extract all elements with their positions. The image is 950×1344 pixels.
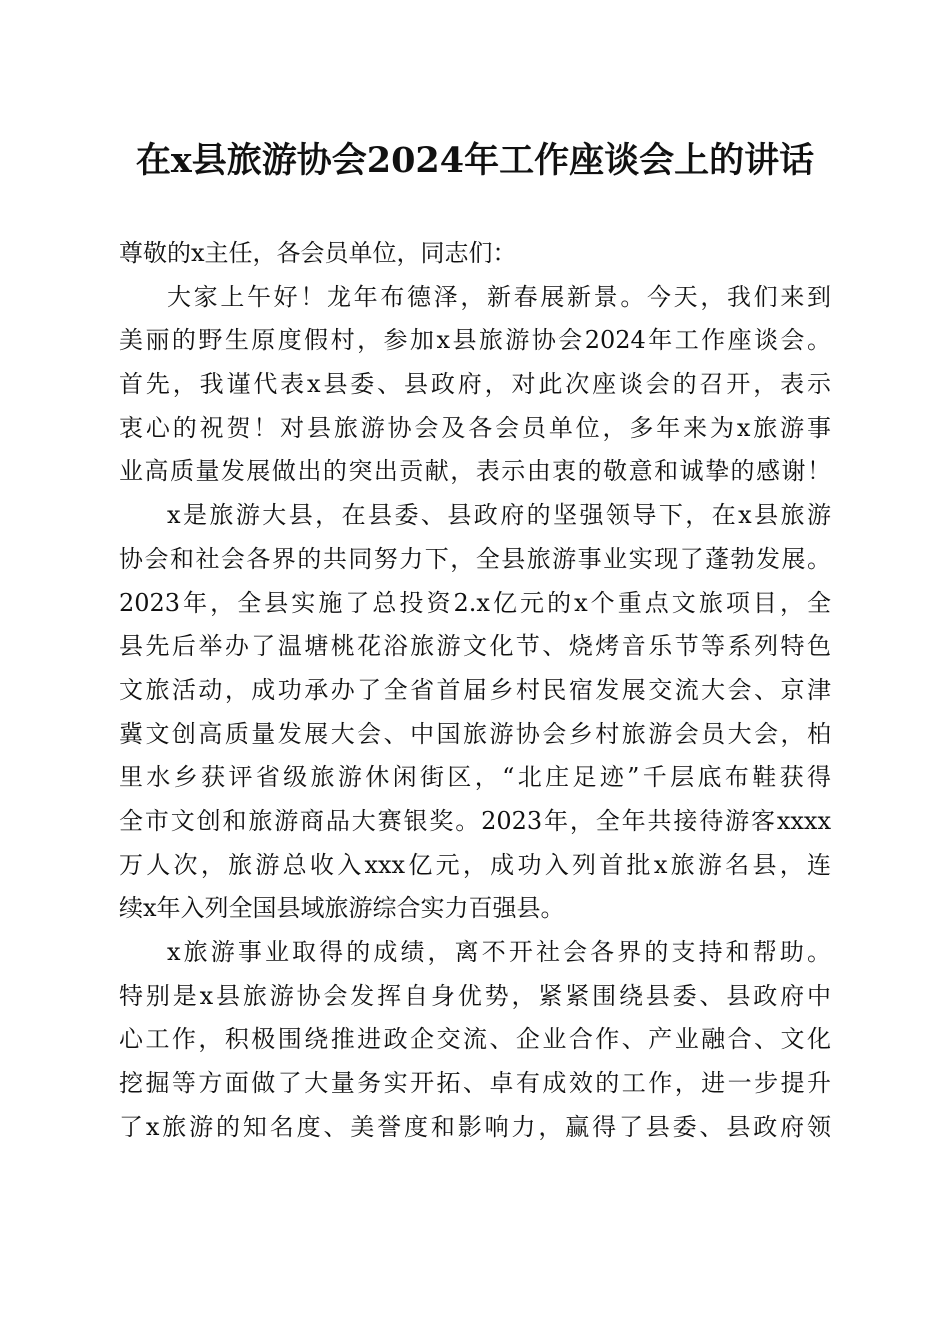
- paragraph-1-line-1: 大家上午好！龙年布德泽，新春展新景。今天，我们来到: [167, 282, 831, 311]
- paragraph-3-line-3: 心工作，积极围绕推进政企交流、企业合作、产业融合、文化: [119, 1025, 831, 1054]
- paragraph-2-line-8: 全市文创和旅游商品大赛银奖。2023年，全年共接待游客xxxx: [119, 806, 831, 835]
- speech-body: [119, 232, 831, 1149]
- paragraph-2-line-2: 协会和社会各界的共同努力下，全县旅游事业实现了蓬勃发展。: [119, 544, 831, 573]
- paragraph-3-line-5: 了x旅游的知名度、美誉度和影响力，赢得了县委、县政府领: [119, 1112, 831, 1141]
- paragraph-2-line-9: 万人次，旅游总收入xxx亿元，成功入列首批x旅游名县，连: [119, 850, 831, 879]
- paragraph-2-line-6: 冀文创高质量发展大会、中国旅游协会乡村旅游会员大会，柏: [119, 719, 831, 748]
- salutation-line: 尊敬的x主任，各会员单位，同志们：: [119, 239, 517, 267]
- paragraph-1-line-4: 衷心的祝贺！对县旅游协会及各会员单位，多年来为x旅游事: [119, 413, 831, 442]
- paragraph-1-line-5: 业高质量发展做出的突出贡献，表示由衷的敬意和诚挚的感谢！: [119, 457, 831, 486]
- paragraph-2-line-4: 县先后举办了温塘桃花浴旅游文化节、烧烤音乐节等系列特色: [119, 632, 831, 661]
- document-title: 在x县旅游协会2024年工作座谈会上的讲话: [135, 140, 815, 181]
- paragraph-2-line-7: 里水乡获评省级旅游休闲街区，“北庄足迹”千层底布鞋获得: [119, 763, 831, 792]
- paragraph-3-line-4: 挖掘等方面做了大量务实开拓、卓有成效的工作，进一步提升: [119, 1069, 831, 1098]
- paragraph-2-line-10: 续x年入列全国县域旅游综合实力百强县。: [119, 894, 565, 923]
- paragraph-3-line-1: x旅游事业取得的成绩，离不开社会各界的支持和帮助。: [167, 938, 831, 966]
- paragraph-1-line-2: 美丽的野生原度假村，参加x县旅游协会2024年工作座谈会。: [119, 326, 831, 355]
- paragraph-2-line-5: 文旅活动，成功承办了全省首届乡村民宿发展交流大会、京津: [119, 675, 831, 704]
- paragraph-1-line-3: 首先，我谨代表x县委、县政府，对此次座谈会的召开，表示: [119, 370, 831, 399]
- paragraph-3-line-2: 特别是x县旅游协会发挥自身优势，紧紧围绕县委、县政府中: [119, 981, 831, 1010]
- paragraph-2-line-1: x是旅游大县，在县委、县政府的坚强领导下，在x县旅游: [167, 501, 831, 530]
- paragraph-2-line-3: 2023年，全县实施了总投资2.x亿元的x个重点文旅项目，全: [119, 588, 831, 617]
